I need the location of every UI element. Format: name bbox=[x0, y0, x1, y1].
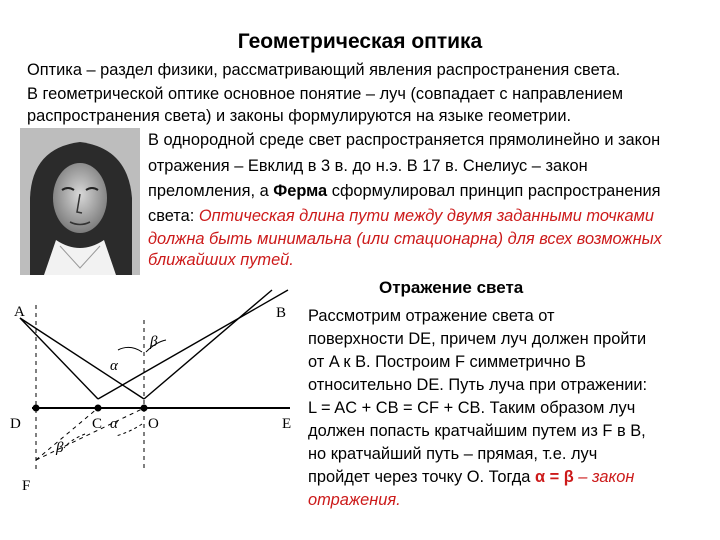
page-title: Геометрическая оптика bbox=[237, 30, 483, 53]
point-c bbox=[95, 405, 101, 411]
reflection-line-3: от A к B. Построим F симметрично B bbox=[308, 353, 586, 371]
alpha-arc bbox=[118, 347, 142, 352]
history-line-3-tail: сформулировал принцип распространения bbox=[331, 182, 661, 200]
label-c: C bbox=[92, 416, 103, 432]
fermat-principle-2: должна быть минимальна (или стационарна) для всех возможных bbox=[148, 230, 662, 248]
history-line-1: В однородной среде свет распространяется прямолинейно и закон bbox=[148, 131, 661, 149]
fermat-principle-1: Оптическая длина пути между двумя заданными точками bbox=[198, 207, 654, 225]
label-alpha: α bbox=[110, 358, 118, 374]
history-line-2: отражения – Евклид в 3 в. до н.э. В 17 в. Снелиус – закон bbox=[148, 157, 588, 175]
label-d: D bbox=[10, 416, 21, 432]
alpha-arc-lower bbox=[116, 424, 142, 436]
reflection-line-2: поверхности DE, причем луч должен пройти bbox=[308, 330, 647, 348]
reflection-line-4: относительно DE. Путь луча при отражении: bbox=[308, 376, 648, 394]
label-alpha-lower: α bbox=[110, 416, 118, 432]
ray-a-to-c bbox=[20, 318, 98, 399]
dashed-f-to-c bbox=[36, 408, 98, 460]
intro-line-2: В геометрической оптике основное понятие – луч (совпадает с направлением bbox=[27, 85, 624, 103]
point-o bbox=[141, 405, 147, 411]
history-line-3 bbox=[148, 181, 661, 201]
fermat-principle-3: ближайших путей. bbox=[148, 251, 294, 269]
label-o: O bbox=[148, 416, 159, 432]
law-formula: α = β bbox=[534, 468, 574, 486]
reflection-text bbox=[308, 305, 708, 512]
ray-c-to-b bbox=[98, 290, 288, 399]
point-d bbox=[33, 405, 39, 411]
label-beta-lower: β bbox=[56, 440, 64, 456]
reflection-line-1: Рассмотрим отражение света от bbox=[308, 307, 555, 325]
dashed-f-to-o bbox=[36, 408, 144, 460]
ray-o-to-b bbox=[144, 290, 272, 399]
fermat-name: Ферма bbox=[273, 182, 328, 200]
label-beta: β bbox=[150, 334, 158, 350]
history-line-3-start: преломления, а bbox=[148, 182, 269, 200]
intro-line-3: распространения света) и законы формулируются на языке геометрии. bbox=[27, 107, 572, 125]
reflection-line-8-end: – закон bbox=[578, 468, 635, 486]
reflection-line-5: L = AC + CB = CF + CB. Таким образом луч bbox=[308, 399, 636, 417]
intro-line-1: Оптика – раздел физики, рассматривающий явления распространения света. bbox=[27, 61, 621, 79]
reflection-line-6: должен попасть кратчайшим путем из F в B, bbox=[308, 422, 646, 440]
reflection-line-8-start: пройдет через точку O. Тогда bbox=[308, 468, 531, 486]
section-title: Отражение света bbox=[379, 278, 524, 297]
reflection-line-7: но кратчайший путь – прямая, т.е. луч bbox=[308, 445, 598, 463]
reflection-line-9: отражения. bbox=[308, 491, 401, 509]
reflection-line-8 bbox=[308, 466, 708, 489]
reflection-diagram bbox=[0, 284, 300, 540]
label-b: B bbox=[276, 305, 287, 321]
label-a: A bbox=[14, 304, 25, 320]
label-f: F bbox=[22, 478, 31, 494]
fermat-portrait bbox=[20, 128, 140, 275]
history-line-4-start: света: bbox=[148, 207, 195, 225]
history-line-4 bbox=[148, 206, 654, 226]
label-e: E bbox=[282, 416, 292, 432]
ray-a-to-o bbox=[20, 318, 144, 399]
